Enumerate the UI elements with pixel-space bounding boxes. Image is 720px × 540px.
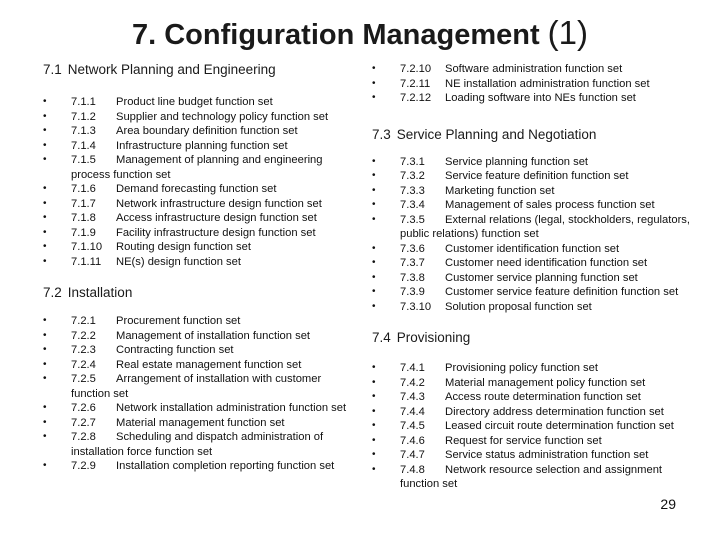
item-text: Service feature definition function set	[445, 170, 629, 182]
item-text: Arrangement of installation with customer function set	[71, 373, 322, 400]
item-number: 7.1.11	[71, 255, 102, 268]
item-number: 7.3.9	[400, 286, 425, 298]
item-text: Network infrastructure design function set	[116, 197, 322, 210]
item-text: NE installation administration function set	[445, 77, 650, 90]
list-item	[43, 343, 361, 358]
left-column	[43, 62, 361, 474]
list-item	[372, 62, 702, 77]
item-number: 7.1.6	[71, 183, 96, 195]
item-number: 7.2.12	[400, 92, 432, 104]
item-number: 7.2.6	[71, 402, 96, 414]
list-item	[372, 463, 702, 492]
list-item	[43, 182, 361, 197]
section-heading-7-3	[372, 127, 702, 142]
list-item	[372, 184, 702, 199]
list-item	[43, 197, 361, 212]
item-text: Real estate management function set	[116, 358, 302, 371]
slide-title	[0, 14, 720, 52]
list-item	[43, 95, 361, 110]
list-item	[43, 240, 361, 255]
list-7-3	[372, 155, 702, 315]
list-item	[372, 434, 702, 449]
item-number: 7.2.4	[71, 358, 96, 371]
section-title: Installation	[67, 285, 133, 300]
item-text: Marketing function set	[445, 184, 555, 197]
section-number: 7.2	[43, 285, 62, 300]
list-item	[372, 300, 702, 315]
section-title: Service Planning and Negotiation	[396, 126, 597, 142]
item-text: Network resource selection and assignment function set	[400, 463, 663, 490]
item-text: Scheduling and dispatch administration of installation force function set	[71, 431, 324, 458]
list-item	[372, 405, 702, 420]
item-number: 7.4.4	[400, 405, 425, 418]
item-number: 7.4.6	[400, 434, 425, 447]
item-number: 7.2.7	[71, 416, 96, 429]
list-item	[372, 213, 702, 242]
list-item	[372, 169, 702, 184]
list-item	[43, 329, 361, 344]
list-item	[372, 376, 702, 391]
item-text: Software administration function set	[445, 63, 623, 75]
list-item	[43, 153, 361, 182]
item-number: 7.3.1	[400, 155, 425, 168]
slide-title-suffix: (1)	[547, 14, 588, 51]
item-number: 7.3.7	[400, 257, 425, 269]
item-text: Loading software into NEs function set	[445, 92, 636, 104]
item-text: Directory address determination function set	[445, 405, 664, 418]
list-item	[372, 448, 702, 463]
list-item	[43, 372, 361, 401]
list-item	[43, 314, 361, 329]
item-text: Routing design function set	[116, 241, 251, 253]
item-number: 7.1.5	[71, 154, 96, 166]
item-text: Solution proposal function set	[445, 300, 592, 313]
list-item	[372, 271, 702, 286]
item-text: Procurement function set	[116, 315, 241, 327]
item-text: Leased circuit route determination function set	[445, 420, 674, 432]
item-text: Management of sales process function set	[445, 199, 655, 211]
item-number: 7.1.4	[71, 139, 96, 152]
item-number: 7.2.9	[71, 460, 96, 472]
item-text: Provisioning policy function set	[445, 362, 598, 374]
item-number: 7.2.3	[71, 344, 96, 356]
section-title: Network Planning and Engineering	[67, 62, 276, 77]
item-text: Installation completion reporting function set	[116, 460, 335, 472]
list-item	[43, 255, 361, 270]
item-text: External relations (legal, stockholders, regulators, public relations) function set	[400, 213, 690, 240]
list-7-4	[372, 361, 702, 492]
list-item	[43, 416, 361, 431]
list-item	[43, 401, 361, 416]
item-number: 7.2.1	[71, 315, 96, 327]
section-heading-7-4	[372, 330, 702, 345]
list-item	[372, 285, 702, 300]
item-text: Customer need identification function set	[445, 257, 648, 269]
list-item	[43, 110, 361, 125]
item-text: Customer service planning function set	[445, 271, 638, 284]
item-number: 7.4.2	[400, 376, 425, 389]
item-number: 7.3.5	[400, 213, 425, 226]
list-item	[372, 256, 702, 271]
item-text: Facility infrastructure design function set	[116, 226, 316, 239]
item-text: Access infrastructure design function set	[116, 212, 317, 224]
section-number: 7.3	[372, 126, 391, 142]
item-text: Area boundary definition function set	[116, 125, 298, 137]
item-text: Infrastructure planning function set	[116, 139, 288, 152]
item-text: Product line budget function set	[116, 96, 273, 108]
item-number: 7.4.3	[400, 391, 425, 403]
list-item	[372, 155, 702, 170]
section-number: 7.1	[43, 62, 62, 77]
item-number: 7.1.7	[71, 197, 96, 210]
list-item	[43, 124, 361, 139]
item-number: 7.3.2	[400, 170, 425, 182]
list-item	[43, 139, 361, 154]
right-column	[372, 62, 702, 492]
item-text: Management of installation function set	[116, 329, 311, 342]
list-item	[372, 390, 702, 405]
item-number: 7.3.10	[400, 300, 432, 313]
item-number: 7.1.10	[71, 241, 103, 253]
item-text: Supplier and technology policy function set	[116, 110, 329, 123]
list-item	[372, 242, 702, 257]
list-item	[43, 430, 361, 459]
item-number: 7.3.4	[400, 199, 425, 211]
list-item	[372, 91, 702, 106]
list-item	[372, 361, 702, 376]
item-number: 7.2.8	[71, 431, 96, 443]
list-item	[43, 211, 361, 226]
list-7-1	[43, 95, 361, 269]
item-number: 7.2.5	[71, 373, 96, 385]
list-item	[372, 198, 702, 213]
slide-title-text: 7. Configuration Management	[132, 19, 540, 51]
section-number: 7.4	[372, 330, 391, 345]
item-text: Customer service feature definition function set	[445, 286, 679, 298]
section-heading-7-1	[43, 62, 361, 77]
item-text: Request for service function set	[445, 434, 602, 447]
item-number: 7.1.9	[71, 226, 96, 239]
item-text: Contracting function set	[116, 344, 234, 356]
item-number: 7.4.1	[400, 362, 425, 374]
item-number: 7.3.6	[400, 242, 425, 255]
item-number: 7.4.8	[400, 463, 425, 476]
item-text: Customer identification function set	[445, 242, 620, 255]
item-number: 7.2.2	[71, 329, 96, 342]
item-text: Service planning function set	[445, 155, 589, 168]
item-number: 7.1.1	[71, 96, 96, 108]
list-7-2	[43, 314, 361, 474]
item-text: NE(s) design function set	[116, 255, 241, 268]
list-item	[43, 459, 361, 474]
item-text: Network installation administration function set	[116, 402, 347, 414]
section-heading-7-2	[43, 285, 361, 300]
list-item	[43, 226, 361, 241]
item-text: Access route determination function set	[445, 391, 641, 403]
list-item	[372, 419, 702, 434]
item-number: 7.4.5	[400, 420, 425, 432]
item-number: 7.1.3	[71, 125, 96, 137]
item-text: Management of planning and engineering process function set	[71, 154, 323, 181]
item-number: 7.1.8	[71, 212, 96, 224]
list-item	[43, 358, 361, 373]
list-7-2-continued	[372, 62, 702, 106]
item-text: Service status administration function set	[445, 449, 649, 461]
list-item	[372, 77, 702, 92]
item-number: 7.3.3	[400, 184, 425, 197]
page-number: 29	[660, 496, 676, 512]
item-number: 7.2.11	[400, 77, 431, 90]
section-title: Provisioning	[396, 330, 471, 345]
item-number: 7.3.8	[400, 271, 425, 284]
item-text: Material management function set	[116, 416, 285, 429]
item-number: 7.4.7	[400, 449, 425, 461]
item-number: 7.2.10	[400, 63, 432, 75]
item-text: Demand forecasting function set	[116, 183, 277, 195]
item-number: 7.1.2	[71, 110, 96, 123]
item-text: Material management policy function set	[445, 376, 646, 389]
